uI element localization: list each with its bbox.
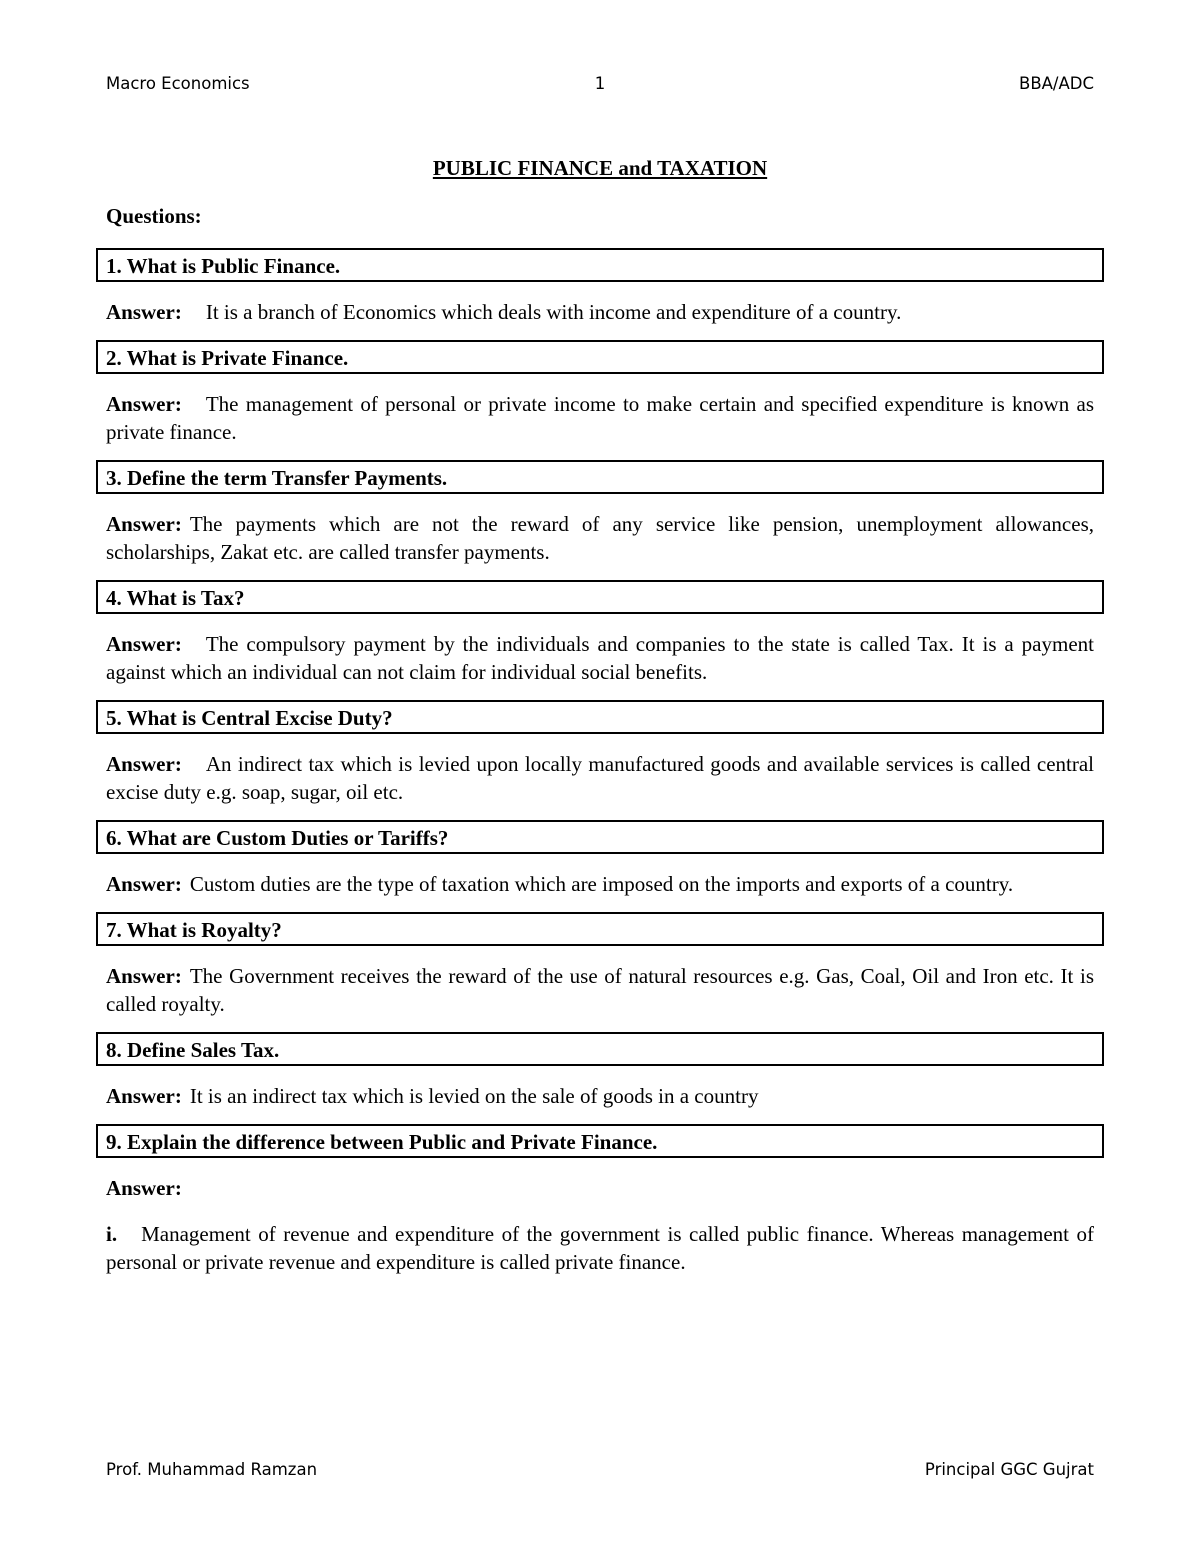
questions-label: Questions: bbox=[106, 204, 202, 228]
point-text: Management of revenue and expenditure of the government is called public finance. Whereas management of personal or private revenue and expenditure is called private finance. bbox=[106, 1222, 1094, 1274]
answer-8 bbox=[106, 1082, 1104, 1110]
answer-text: It is an indirect tax which is levied on the sale of goods in a country bbox=[189, 1084, 759, 1108]
answer-label: Answer: bbox=[106, 300, 182, 324]
header-course-name: Macro Economics bbox=[106, 74, 250, 93]
question-box-2: 2. What is Private Finance. bbox=[96, 340, 1104, 374]
answer-label: Answer: bbox=[106, 1176, 182, 1200]
answer-label: Answer: bbox=[106, 632, 182, 656]
answer-label: Answer: bbox=[106, 1084, 182, 1108]
question-box-6: 6. What are Custom Duties or Tariffs? bbox=[96, 820, 1104, 854]
answer-label: Answer: bbox=[106, 752, 182, 776]
question-box-1: 1. What is Public Finance. bbox=[96, 248, 1104, 282]
answer-7 bbox=[106, 962, 1104, 1018]
footer-author: Prof. Muhammad Ramzan bbox=[106, 1460, 318, 1479]
answer-6 bbox=[106, 870, 1104, 898]
question-box-8: 8. Define Sales Tax. bbox=[96, 1032, 1104, 1066]
page-footer bbox=[106, 1460, 1094, 1484]
header-program: BBA/ADC bbox=[1019, 74, 1094, 93]
answer-3 bbox=[106, 510, 1104, 566]
header-page-number: 1 bbox=[594, 74, 606, 93]
point-number: i. bbox=[106, 1222, 118, 1246]
answer-1 bbox=[106, 298, 1104, 326]
answer-text: Custom duties are the type of taxation which are imposed on the imports and exports of a country. bbox=[189, 872, 1014, 896]
answer-label: Answer: bbox=[106, 512, 182, 536]
question-box-4: 4. What is Tax? bbox=[96, 580, 1104, 614]
question-box-5: 5. What is Central Excise Duty? bbox=[96, 700, 1104, 734]
answer-text: The management of personal or private income to make certain and specified expenditure is known as private finance. bbox=[106, 392, 1094, 444]
answer-9-point-i bbox=[106, 1220, 1104, 1276]
answer-label: Answer: bbox=[106, 392, 182, 416]
answer-label: Answer: bbox=[106, 964, 182, 988]
page-header bbox=[106, 74, 1094, 98]
answer-text: An indirect tax which is levied upon locally manufactured goods and available services is called central excise duty e.g. soap, sugar, oil etc. bbox=[106, 752, 1094, 804]
question-box-9: 9. Explain the difference between Public and Private Finance. bbox=[96, 1124, 1104, 1158]
footer-institution: Principal GGC Gujrat bbox=[924, 1460, 1094, 1479]
document-title: PUBLIC FINANCE and TAXATION bbox=[432, 156, 768, 180]
answer-5 bbox=[106, 750, 1104, 806]
question-box-3: 3. Define the term Transfer Payments. bbox=[96, 460, 1104, 494]
answer-text: The payments which are not the reward of any service like pension, unemployment allowances, scholarships, Zakat etc. are called transfer payments. bbox=[106, 512, 1094, 564]
question-box-7: 7. What is Royalty? bbox=[96, 912, 1104, 946]
answer-text: The compulsory payment by the individuals and companies to the state is called Tax. It is a payment against which an individual can not claim for individual social benefits. bbox=[106, 632, 1094, 684]
answer-label: Answer: bbox=[106, 872, 182, 896]
answer-2 bbox=[106, 390, 1104, 446]
answer-text: It is a branch of Economics which deals with income and expenditure of a country. bbox=[205, 300, 902, 324]
answer-4 bbox=[106, 630, 1104, 686]
answer-text: The Government receives the reward of the use of natural resources e.g. Gas, Coal, Oil and Iron etc. It is called royalty. bbox=[106, 964, 1094, 1016]
document-body bbox=[96, 154, 1104, 1276]
answer-9 bbox=[106, 1174, 1104, 1202]
